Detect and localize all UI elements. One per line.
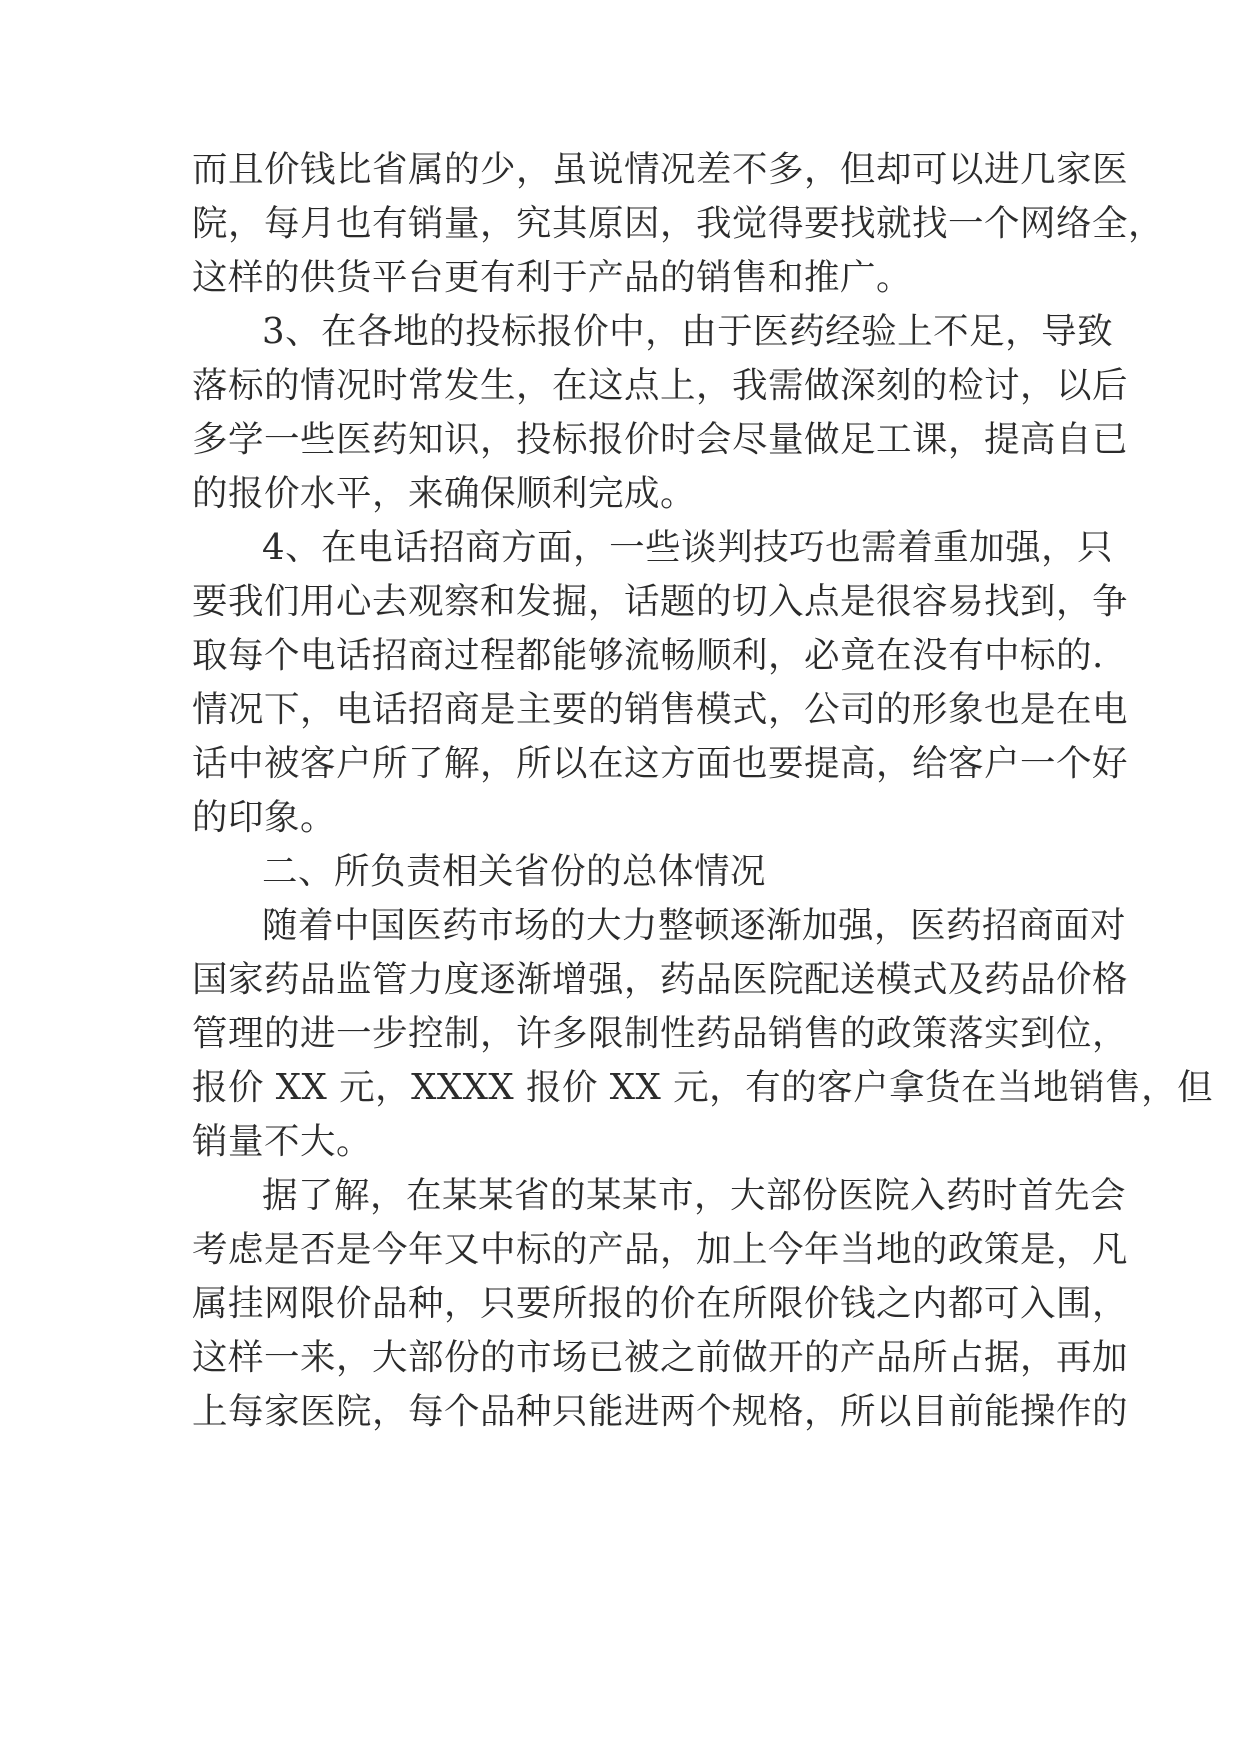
text-line: 销量不大。 (192, 1121, 373, 1162)
text-line: 管理的进一步控制，许多限制性药品销售的政策落实到位， (192, 1013, 1129, 1054)
text-line: 上每家医院，每个品种只能进两个规格，所以目前能操作的 (192, 1391, 1129, 1432)
text-line: 取每个电话招商过程都能够流畅顺利，必竟在没有中标的. (192, 635, 1104, 676)
section-heading: 二、所负责相关省份的总体情况 (262, 851, 767, 892)
text-line: 要我们用心去观察和发掘，话题的切入点是很容易找到，争 (192, 581, 1129, 622)
text-line: 多学一些医药知识，投标报价时会尽量做足工课，提高自已 (192, 419, 1129, 460)
text-line: 落标的情况时常发生，在这点上，我需做深刻的检讨，以后 (192, 365, 1129, 406)
text-line: 据了解，在某某省的某某市，大部份医院入药时首先会 (262, 1175, 1127, 1216)
text-line: 属挂网限价品种，只要所报的价在所限价钱之内都可入围， (192, 1283, 1129, 1324)
text-line: 而且价钱比省属的少，虽说情况差不多，但却可以进几家医 (192, 149, 1129, 190)
text-line: 院，每月也有销量，究其原因，我觉得要找就找一个网络全， (192, 203, 1165, 244)
text-line: 的印象。 (192, 797, 337, 838)
text-line: 考虑是否是今年又中标的产品，加上今年当地的政策是，凡 (192, 1229, 1129, 1270)
text-line: 的报价水平，来确保顺利完成。 (192, 473, 697, 514)
text-line: 随着中国医药市场的大力整顿逐渐加强，医药招商面对 (262, 905, 1127, 946)
text-line: 4、在电话招商方面，一些谈判技巧也需着重加强，只 (262, 527, 1114, 568)
text-line: 报价 XX 元，XXXX 报价 XX 元，有的客户拿货在当地销售，但 (192, 1067, 1214, 1108)
text-line: 这样的供货平台更有利于产品的销售和推广。 (192, 257, 913, 298)
text-line: 话中被客户所了解，所以在这方面也要提高，给客户一个好 (192, 743, 1129, 784)
text-line: 情况下，电话招商是主要的销售模式，公司的形象也是在电 (192, 689, 1129, 730)
text-line: 国家药品监管力度逐渐增强，药品医院配送模式及药品价格 (192, 959, 1129, 1000)
text-line: 这样一来，大部份的市场已被之前做开的产品所占据，再加 (192, 1337, 1129, 1378)
text-line: 3、在各地的投标报价中，由于医药经验上不足，导致 (262, 311, 1114, 352)
